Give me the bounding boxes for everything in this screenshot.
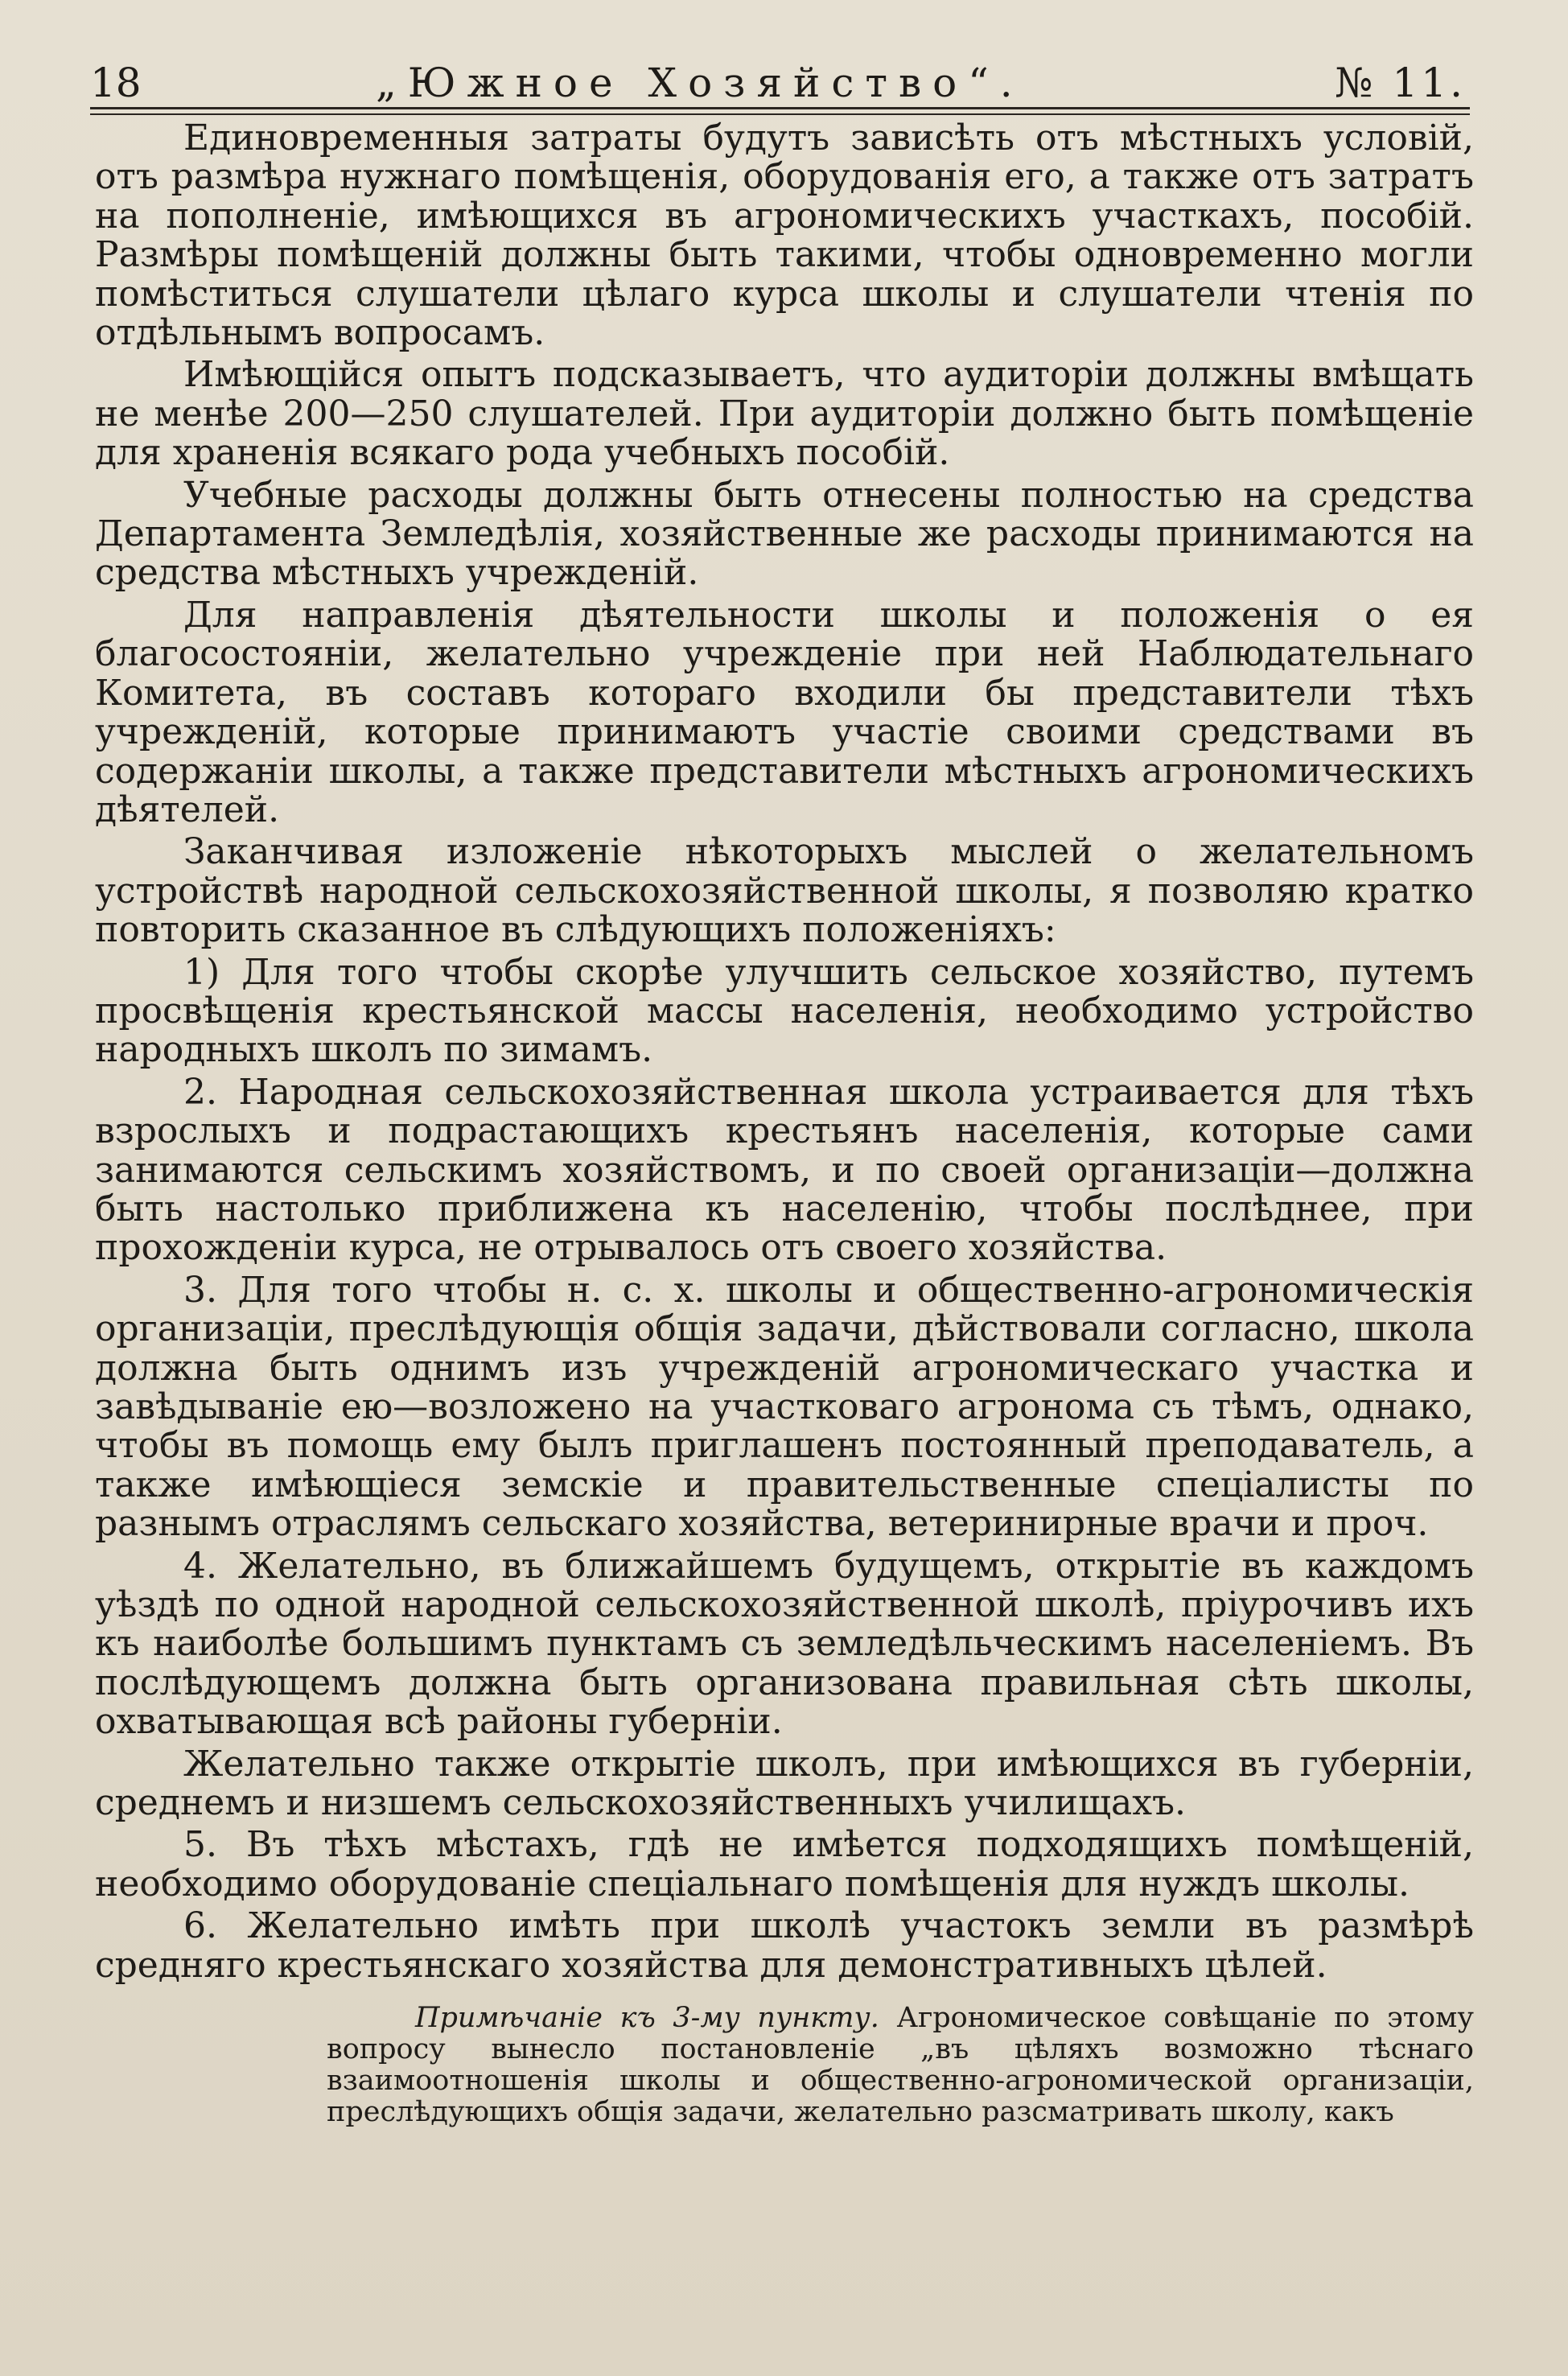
paragraph: Имѣющійся опытъ подсказываетъ, что аудиторіи должны вмѣщать не менѣе 200—250 слушателей. При аудиторіи должно быть помѣщеніе для храненія всякаго рода учебныхъ пособій.	[95, 354, 1474, 474]
footnote	[95, 2003, 1474, 2128]
paragraph: Желательно также открытіе школъ, при имѣющихся въ губерніи, среднемъ и низшемъ сельскохозяйственныхъ училищахъ.	[95, 1743, 1474, 1824]
page-number: 18	[90, 60, 142, 106]
paragraph: Заканчивая изложеніе нѣкоторыхъ мыслей о желательномъ устройствѣ народной сельскохозяйственной школы, я позволяю кратко повторить сказанное въ слѣдующихъ положеніяхъ:	[95, 831, 1474, 951]
footnote-text: Агрономическое совѣщаніе по этому вопросу вынесло постановленіе „въ цѣляхъ возможно тѣснаго взаимоотношенія школы и общественно-агрономической организаціи, преслѣдующихъ общія задачи, желательно разсматривать школу, какъ	[327, 2002, 1474, 2129]
header-rule	[90, 107, 1470, 109]
header-rule-secondary	[90, 113, 1470, 115]
page-header	[90, 55, 1466, 111]
list-item-6: 6. Желательно имѣть при школѣ участокъ земли въ размѣрѣ средняго крестьянскаго хозяйства для демонстративныхъ цѣлей.	[95, 1905, 1474, 1986]
footnote-label: Примѣчаніе къ 3-му пункту.	[415, 2002, 879, 2035]
list-item-5: 5. Въ тѣхъ мѣстахъ, гдѣ не имѣется подходящихъ помѣщеній, необходимо оборудованіе спеціальнаго помѣщенія для нуждъ школы.	[95, 1824, 1474, 1905]
journal-title: „Южное Хозяйство“.	[376, 60, 1024, 106]
paragraph: Для направленія дѣятельности школы и положенія о ея благосостояніи, желательно учрежденіе при ней Наблюдательнаго Комитета, въ составъ котораго входили бы представители тѣхъ учрежденій, которые принимаютъ участіе своими средствами въ содержаніи школы, а также представители мѣстныхъ агрономическихъ дѣятелей.	[95, 594, 1474, 830]
issue-number: № 11.	[1335, 60, 1466, 106]
list-item-1: 1) Для того чтобы скорѣе улучшить сельское хозяйство, путемъ просвѣщенія крестьянской массы населенія, необходимо устройство народныхъ школъ по зимамъ.	[95, 951, 1474, 1071]
paragraph: Учебные расходы должны быть отнесены полностью на средства Департамента Земледѣлія, хозяйственные же расходы принимаются на средства мѣстныхъ учрежденій.	[95, 474, 1474, 594]
list-item-4: 4. Желательно, въ ближайшемъ будущемъ, открытіе въ каждомъ уѣздѣ по одной народной сельскохозяйственной школѣ, пріурочивъ ихъ къ наиболѣе большимъ пунктамъ съ земледѣльческимъ населеніемъ. Въ послѣдующемъ должна быть организована правильная сѣть школы, охватывающая всѣ районы губерніи.	[95, 1545, 1474, 1743]
list-item-2: 2. Народная сельскохозяйственная школа устраивается для тѣхъ взрослыхъ и подрастающихъ крестьянъ населенія, которые сами занимаются сельскимъ хозяйствомъ, и по своей организаціи—должна быть настолько приближена къ населенію, чтобы послѣднее, при прохожденіи курса, не отрывалось отъ своего хозяйства.	[95, 1071, 1474, 1269]
article-body	[95, 119, 1474, 2128]
list-item-3: 3. Для того чтобы н. с. х. школы и общественно-агрономическія организаціи, преслѣдующія общія задачи, дѣйствовали согласно, школа должна быть однимъ изъ учрежденій агрономическаго участка и завѣдываніе ею—возложено на участковаго агронома съ тѣмъ, однако, чтобы въ помощь ему былъ приглашенъ постоянный преподаватель, а также имѣющіеся земскіе и правительственные спеціалисты по разнымъ отраслямъ сельскаго хозяйства, ветеринирные врачи и проч.	[95, 1269, 1474, 1545]
paragraph: Единовременныя затраты будутъ зависѣть отъ мѣстныхъ условій, отъ размѣра нужнаго помѣщенія, оборудованія его, а также отъ затратъ на пополненіе, имѣющихся въ агрономическихъ участкахъ, пособій. Размѣры помѣщеній должны быть такими, чтобы одновременно могли помѣститься слушатели цѣлаго курса школы и слушатели чтенія по отдѣльнымъ вопросамъ.	[95, 117, 1474, 354]
